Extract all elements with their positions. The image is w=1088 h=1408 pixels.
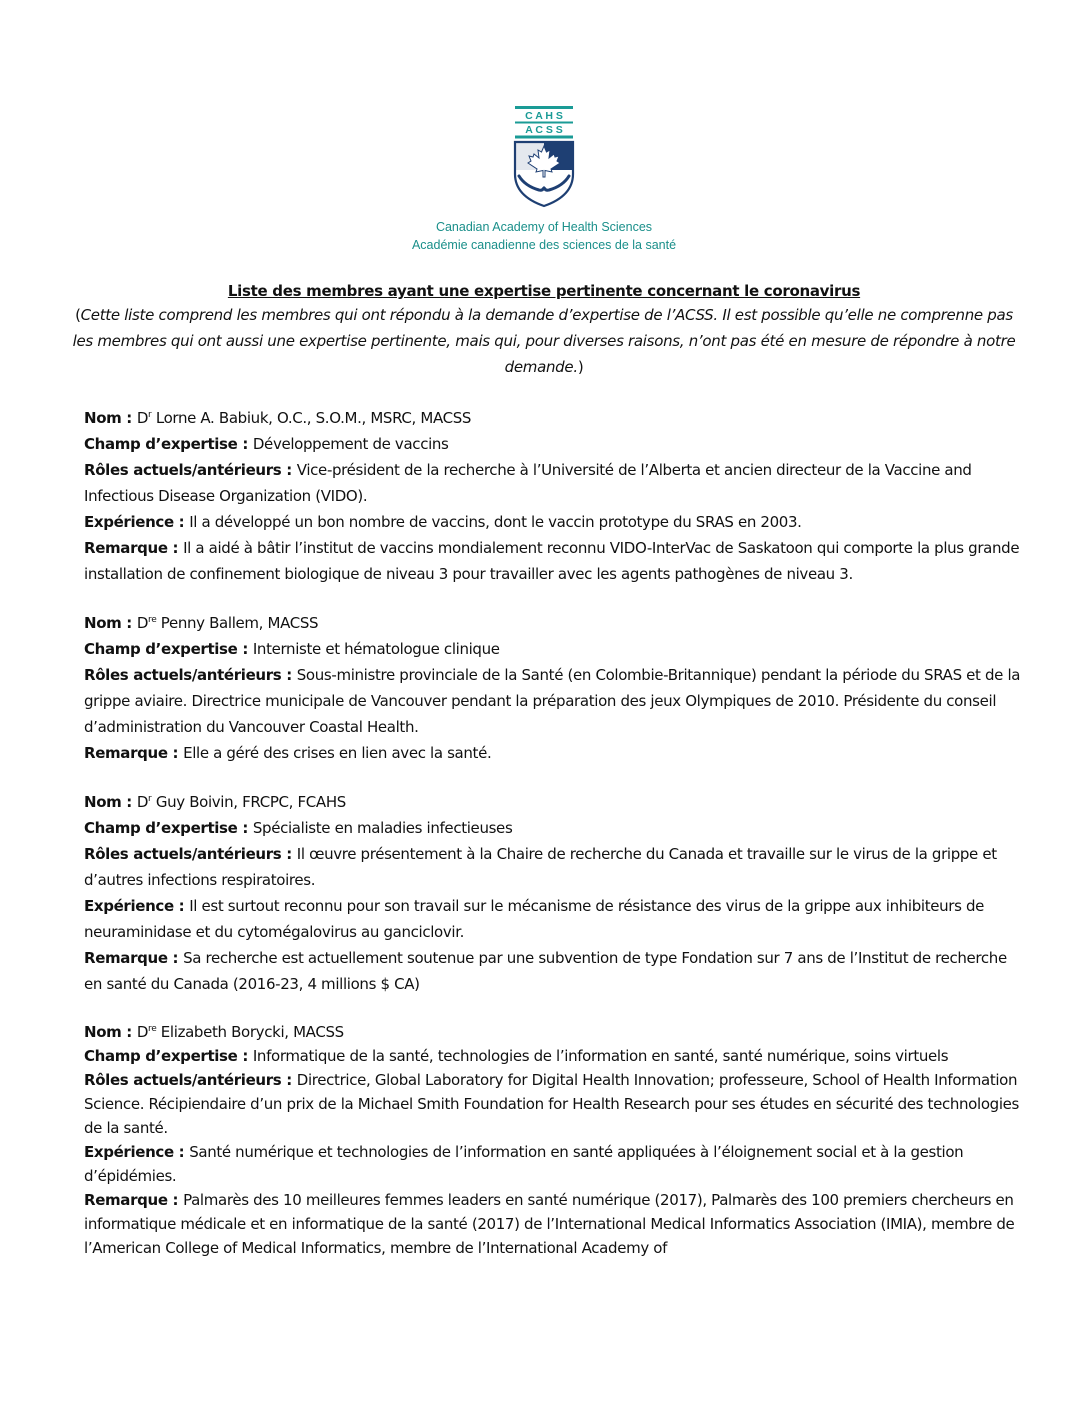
document-intro: [72, 302, 1016, 380]
member-roles: Il œuvre présentement à la Chaire de recherche du Canada et travaille sur le virus de la grippe et d’autres infections respiratoires.: [84, 845, 997, 889]
member-entry: [84, 405, 1024, 587]
member-list: [84, 405, 1024, 1283]
member-name-line: [84, 610, 1024, 636]
member-champ: Développement de vaccins: [252, 435, 449, 453]
nom-label: Nom :: [84, 1023, 137, 1041]
member-champ-line: [84, 815, 1024, 841]
member-title-prefix: D: [136, 614, 149, 632]
member-champ: Spécialiste en maladies infectieuses: [252, 819, 513, 837]
member-name: Penny Ballem, MACSS: [156, 614, 319, 632]
member-name-line: [84, 405, 1024, 431]
logo-acronym-fr: A C S S: [525, 124, 563, 136]
member-entry: [84, 610, 1024, 766]
logo-acronym-en: C A H S: [525, 110, 563, 122]
member-name-line: [84, 789, 1024, 815]
org-name-french: Académie canadienne des sciences de la santé: [411, 238, 677, 252]
remarque-label: Remarque :: [84, 539, 184, 557]
member-experience-line: [84, 1140, 1024, 1188]
nom-label: Nom :: [84, 793, 137, 811]
experience-label: Expérience :: [84, 1143, 190, 1161]
member-remarque-line: [84, 1188, 1024, 1260]
roles-label: Rôles actuels/antérieurs :: [84, 666, 297, 684]
member-remarque: Elle a géré des crises en lien avec la santé.: [183, 744, 492, 762]
member-remarque-line: [84, 945, 1024, 997]
member-title-sup: r: [148, 410, 152, 420]
member-title-prefix: D: [136, 1023, 149, 1041]
member-champ: Informatique de la santé, technologies de l’information en santé, santé numérique, soins virtuels: [252, 1047, 949, 1065]
member-remarque: Sa recherche est actuellement soutenue par une subvention de type Fondation sur 7 ans de l’Institut de recherche en santé du Canada (2016-23, 4 millions $ CA): [84, 949, 1007, 993]
member-entry: [84, 789, 1024, 997]
member-remarque-line: [84, 535, 1024, 587]
cahs-logo-block: [0, 106, 1088, 254]
member-remarque-line: [84, 740, 1024, 766]
member-remarque: Il a aidé à bâtir l’institut de vaccins mondialement reconnu VIDO-InterVac de Saskatoon qui comporte la plus grande installation de confinement biologique de niveau 3 pour travailler avec les agents pathogènes de niveau 3.: [84, 539, 1020, 583]
org-name-english: Canadian Academy of Health Sciences: [435, 220, 653, 234]
champ-label: Champ d’expertise :: [84, 819, 253, 837]
member-experience: Il a développé un bon nombre de vaccins, dont le vaccin prototype du SRAS en 2003.: [189, 513, 802, 531]
member-experience: Santé numérique et technologies de l’information en santé appliquées à l’éloignement social et à la gestion d’épidémies.: [84, 1143, 964, 1185]
member-title-sup: re: [148, 1024, 157, 1034]
member-name: Lorne A. Babiuk, O.C., S.O.M., MSRC, MACSS: [151, 409, 472, 427]
logo-bottom-bar: [515, 136, 573, 139]
member-experience-line: [84, 893, 1024, 945]
member-roles-line: [84, 1068, 1024, 1140]
roles-label: Rôles actuels/antérieurs :: [84, 1071, 297, 1089]
member-experience: Il est surtout reconnu pour son travail sur le mécanisme de résistance des virus de la grippe aux inhibiteurs de neuraminidase et du cytomégalovirus au ganciclovir.: [84, 897, 985, 941]
member-roles-line: [84, 662, 1024, 740]
cahs-acss-logo: [509, 106, 579, 208]
member-champ: Interniste et hématologue clinique: [252, 640, 500, 658]
member-name: Elizabeth Borycki, MACSS: [156, 1023, 344, 1041]
member-name-line: [84, 1020, 1024, 1044]
remarque-label: Remarque :: [84, 949, 184, 967]
logo-top-bar: [515, 106, 573, 109]
member-roles-line: [84, 457, 1024, 509]
champ-label: Champ d’expertise :: [84, 640, 253, 658]
member-title-sup: re: [148, 615, 157, 625]
intro-open-paren: (: [75, 306, 81, 324]
intro-close-paren: ): [577, 358, 584, 376]
experience-label: Expérience :: [84, 513, 190, 531]
experience-label: Expérience :: [84, 897, 190, 915]
member-roles: Sous-ministre provinciale de la Santé (en Colombie-Britannique) pendant la période du SRAS et de la grippe aviaire. Directrice municipale de Vancouver pendant la préparation des jeux Olympiques de 2010. Présidente du conseil d’administration du Vancouver Coastal Health.: [84, 666, 1021, 736]
member-roles: Vice-président de la recherche à l’Université de l’Alberta et ancien directeur de la Vaccine and Infectious Disease Organization (VIDO).: [84, 461, 972, 505]
remarque-label: Remarque :: [84, 1191, 184, 1209]
roles-label: Rôles actuels/antérieurs :: [84, 845, 297, 863]
member-champ-line: [84, 431, 1024, 457]
member-roles-line: [84, 841, 1024, 893]
member-experience-line: [84, 509, 1024, 535]
member-remarque: Palmarès des 10 meilleures femmes leaders en santé numérique (2017), Palmarès des 100 premiers chercheurs en informatique médicale et en informatique de la santé (2017) de l’International Medical Informatics Association (IMIA), membre de l’American College of Medical Informatics, membre de l’International Academy of: [84, 1191, 1015, 1257]
document-title: Liste des membres ayant une expertise pertinente concernant le coronavirus: [227, 282, 861, 300]
champ-label: Champ d’expertise :: [84, 1047, 253, 1065]
member-title-prefix: D: [136, 793, 149, 811]
member-title-sup: r: [148, 794, 152, 804]
member-champ-line: [84, 1044, 1024, 1068]
member-name: Guy Boivin, FRCPC, FCAHS: [151, 793, 346, 811]
member-entry: [84, 1020, 1024, 1260]
nom-label: Nom :: [84, 409, 137, 427]
member-roles: Directrice, Global Laboratory for Digital Health Innovation; professeure, School of Health Information Science. Récipiendaire d’un prix de la Michael Smith Foundation for Health Research pour ses études en sécurité des technologies de la santé.: [84, 1071, 1019, 1137]
member-champ-line: [84, 636, 1024, 662]
remarque-label: Remarque :: [84, 744, 184, 762]
nom-label: Nom :: [84, 614, 137, 632]
intro-text: Cette liste comprend les membres qui ont répondu à la demande d’expertise de l’ACSS. Il est possible qu’elle ne comprenne pas les membres qui ont aussi une expertise pertinente, mais qui, pour diverses raisons, n’ont pas été en mesure de répondre à notre demande.: [72, 306, 1016, 376]
member-title-prefix: D: [136, 409, 149, 427]
roles-label: Rôles actuels/antérieurs :: [84, 461, 297, 479]
champ-label: Champ d’expertise :: [84, 435, 253, 453]
